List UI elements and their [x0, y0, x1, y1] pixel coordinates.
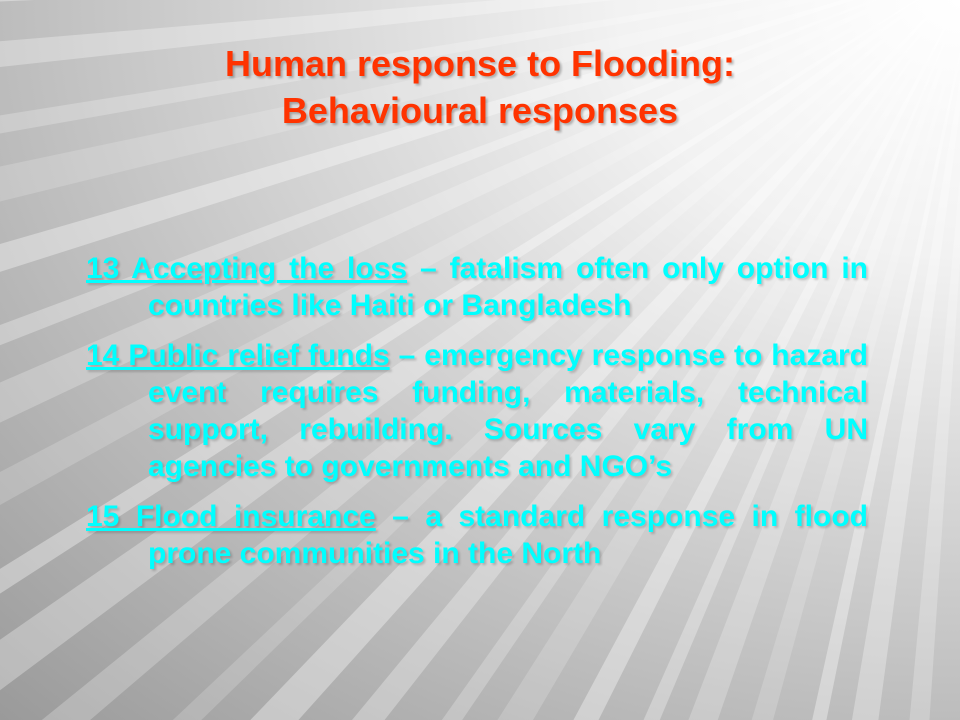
title-line-2: Behavioural responses	[281, 90, 679, 131]
list-item-flood-insurance	[86, 498, 868, 572]
point-heading: 15 Flood insurance	[86, 500, 376, 533]
point-text: – fatalism often only option in countries like Haiti or Bangladesh	[148, 252, 868, 322]
bullet-list	[86, 250, 868, 585]
list-item-public-relief-funds	[86, 337, 868, 485]
point-text: – emergency response to hazard event requires funding, materials, technical support, rebuilding. Sources vary from UN agencies to governments and NGO’s	[148, 339, 869, 483]
slide-title	[0, 40, 960, 134]
point-heading: 14 Public relief funds	[86, 339, 390, 372]
list-item-accepting-the-loss	[86, 250, 868, 324]
point-heading: 13 Accepting the loss	[86, 252, 408, 285]
title-line-1: Human response to Flooding:	[225, 43, 735, 84]
point-text: – a standard response in flood prone communities in the North	[148, 500, 868, 570]
